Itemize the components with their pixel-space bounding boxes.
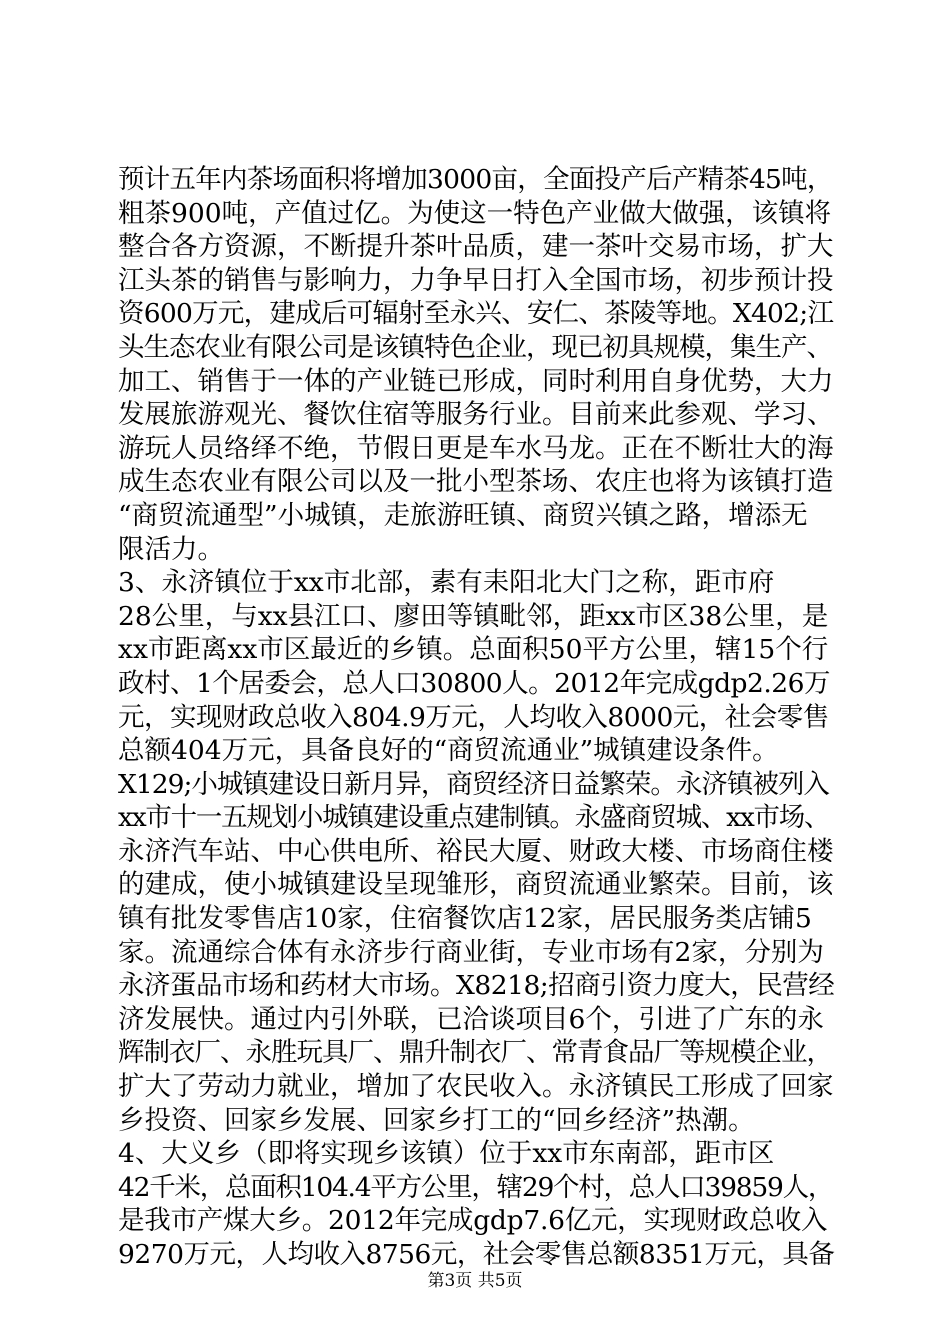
text-line: 成生态农业有限公司以及一批小型茶场、农庄也将为该镇打造	[118, 466, 834, 498]
text-line: 家。流通综合体有永济步行商业街，专业市场有2家，分别为	[118, 936, 824, 968]
text-line: 辉制衣厂、永胜玩具厂、鼎升制衣厂、常青食品厂等规模企业，	[118, 1037, 832, 1069]
text-line: 镇有批发零售店10家，住宿餐饮店12家，居民服务类店铺5	[118, 903, 812, 935]
text-line: 济发展快。通过内引外联，已洽谈项目6个，引进了广东的永	[118, 1003, 824, 1035]
page-footer: 第3页 共5页	[427, 1271, 523, 1291]
text-line: 整合各方资源，不断提升茶叶品质，建一茶叶交易市场，扩大	[118, 231, 834, 263]
text-line: “商贸流通型”小城镇，走旅游旺镇、商贸兴镇之路，增添无	[118, 499, 808, 531]
text-line: xx市距离xx市区最近的乡镇。总面积50平方公里，辖15个行	[118, 634, 829, 666]
text-line: xx市十一五规划小城镇建设重点建制镇。永盛商贸城、xx市场、	[118, 802, 830, 834]
text-line: 扩大了劳动力就业，增加了农民收入。永济镇民工形成了回家	[118, 1071, 834, 1103]
text-line: 江头茶的销售与影响力，力争早日打入全国市场，初步预计投	[118, 264, 834, 296]
text-line: X129;小城镇建设日新月异，商贸经济日益繁荣。永济镇被列入	[118, 768, 829, 800]
text-line: 元，实现财政总收入804.9万元，人均收入8000元，社会零售	[118, 701, 829, 733]
text-line: 预计五年内茶场面积将增加3000亩，全面投产后产精茶45吨，	[118, 164, 833, 195]
text-line: 4、大义乡（即将实现乡该镇）位于xx市东南部，距市区	[118, 1138, 775, 1170]
body-text	[118, 163, 834, 1272]
text-line: 28公里，与xx县江口、廖田等镇毗邻，距xx市区38公里，是	[118, 600, 829, 632]
text-line: 游玩人员络绎不绝，节假日更是车水马龙。正在不断壮大的海	[118, 432, 834, 464]
text-line: 42千米，总面积104.4平方公里，辖29个村，总人口39859人，	[118, 1171, 834, 1203]
text-line: 永济蛋品市场和药材大市场。X8218;招商引资力度大，民营经	[118, 970, 835, 1002]
text-line: 的建成，使小城镇建设呈现雏形，商贸流通业繁荣。目前，该	[118, 869, 834, 901]
text-line: 政村、1个居委会，总人口30800人。2012年完成gdp2.26万	[118, 667, 830, 699]
text-line: 是我市产煤大乡。2012年完成gdp7.6亿元，实现财政总收入	[118, 1205, 828, 1237]
text-line: 头生态农业有限公司是该镇特色企业，现已初具规模，集生产、	[118, 331, 832, 363]
text-line: 永济汽车站、中心供电所、裕民大厦、财政大楼、市场商住楼	[118, 835, 834, 867]
text-line: 总额404万元，具备良好的“商贸流通业”城镇建设条件。	[118, 735, 779, 767]
text-line: 9270万元，人均收入8756元，社会零售总额8351万元，具备	[118, 1239, 835, 1270]
text-line: 发展旅游观光、餐饮住宿等服务行业。目前来此参观、学习、	[118, 399, 834, 431]
text-line: 加工、销售于一体的产业链已形成，同时利用自身优势，大力	[118, 365, 834, 397]
text-line: 乡投资、回家乡发展、回家乡打工的“回乡经济”热潮。	[118, 1104, 755, 1136]
text-line: 限活力。	[118, 533, 224, 565]
text-line: 资600万元，建成后可辐射至永兴、安仁、茶陵等地。X402;江	[118, 298, 834, 330]
text-line: 3、永济镇位于xx市北部，素有耒阳北大门之称，距市府	[118, 567, 775, 599]
text-line: 粗茶900吨，产值过亿。为使这一特色产业做大做强，该镇将	[118, 197, 832, 229]
